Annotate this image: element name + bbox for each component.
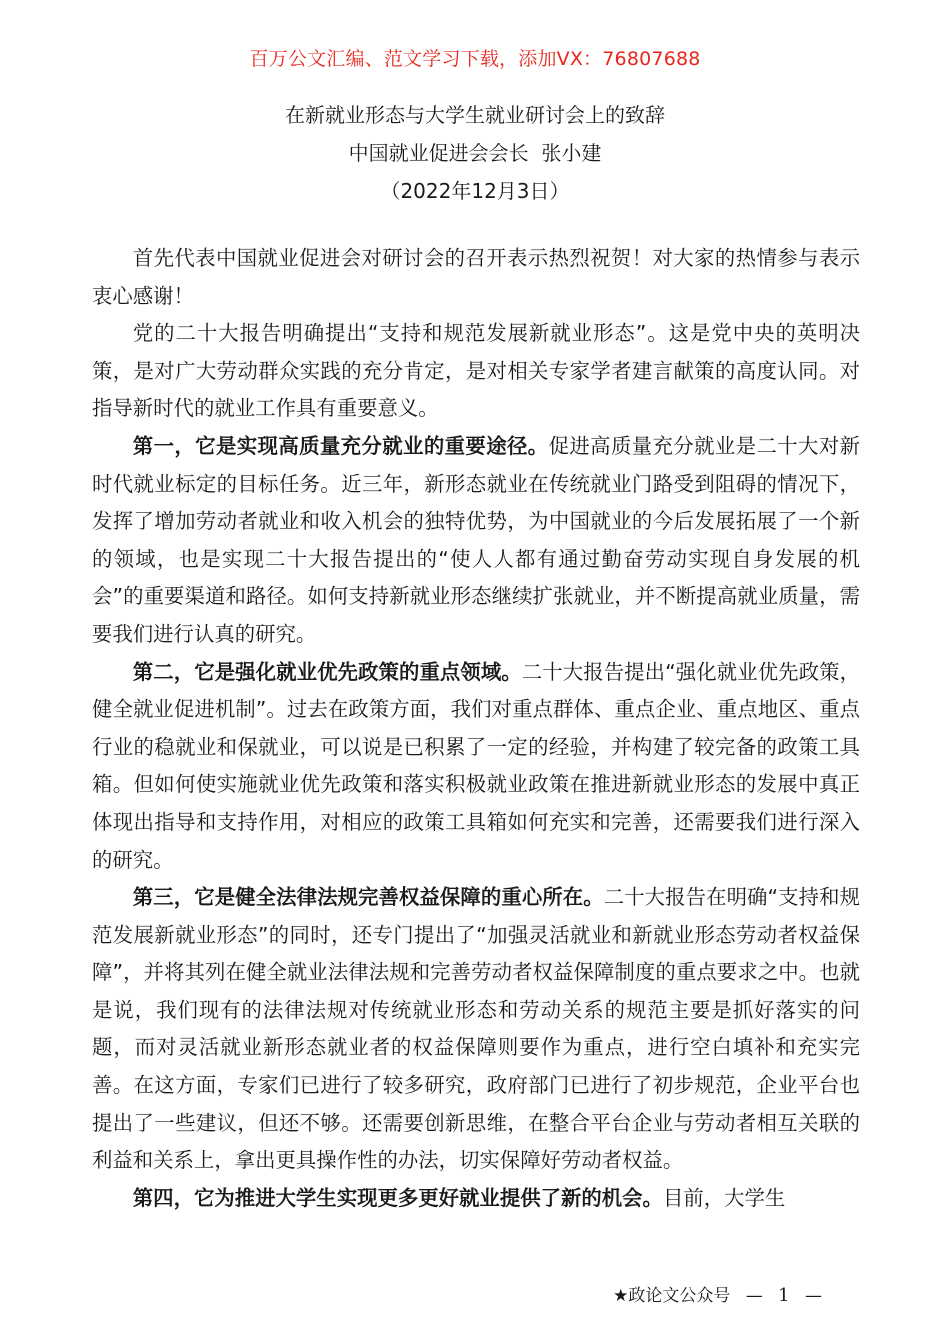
paragraph-opening: 首先代表中国就业促进会对研讨会的召开表示热烈祝贺！对大家的热情参与表示衷心感谢！ xyxy=(92,246,860,308)
date-line: （2022年12月3日） xyxy=(380,179,570,203)
paragraph-fourth-body: 目前，大学生 xyxy=(662,1185,786,1210)
paragraph-second-body: 二十大报告提出“强化就业优先政策，健全就业促进机制”。过去在政策方面，我们对重点群体、重点企业、重点地区、重点行业的稳就业和保就业，可以说是已积累了一定的经验，并构建了较完备的政策工具箱。但如何使实施就业优先政策和落实积极就业政策在推进新就业形态的发展中真正体现出指导和支持作用，对相应的政策工具箱如何充实和完善，还需要我们进行深入的研究。 xyxy=(92,659,860,872)
paragraph-third xyxy=(92,879,860,1180)
footer-dash-left: — xyxy=(745,1286,763,1306)
paragraph-second-lead: 第二，它是强化就业优先政策的重点领域。 xyxy=(132,659,522,684)
page-number: 1 xyxy=(778,1285,790,1306)
paragraph-fourth-lead: 第四，它为推进大学生实现更多更好就业提供了新的机会。 xyxy=(132,1185,663,1210)
page-footer xyxy=(613,1281,832,1311)
paragraph-fourth xyxy=(92,1180,860,1218)
footer-dash-right: — xyxy=(805,1286,822,1306)
header-banner: 百万公文汇编、范文学习下载，添加VX：76807688 xyxy=(249,48,701,70)
title-block xyxy=(0,96,950,210)
paragraph-first-body: 促进高质量充分就业是二十大对新时代就业标定的目标任务。近三年，新形态就业在传统就业门路受到阻碍的情况下，发挥了增加劳动者就业和收入机会的独特优势，为中国就业的今后发展拓展了一个新的领域，也是实现二十大报告提出的“使人人都有通过勤奋劳动实现自身发展的机会”的重要渠道和路径。如何支持新就业形态继续扩张就业，并不断提高就业质量，需要我们进行认真的研究。 xyxy=(92,433,861,646)
footer-source: ★政论文公众号 xyxy=(613,1286,731,1306)
speaker-line: 中国就业促进会会长 张小建 xyxy=(348,141,602,165)
paragraph-first-lead: 第一，它是实现高质量充分就业的重要途径。 xyxy=(132,433,549,458)
paragraph-third-lead: 第三，它是健全法律法规完善权益保障的重心所在。 xyxy=(132,885,604,910)
paragraph-third-body: 二十大报告在明确“支持和规范发展新就业形态”的同时，还专门提出了“加强灵活就业和新就业形态劳动者权益保障”，并将其列在健全就业法律法规和完善劳动者权益保障制度的重点要求之中。也就是说，我们现有的法律法规对传统就业形态和劳动关系的规范主要是抓好落实的问题，而对灵活就业新形态就业者的权益保障则要作为重点，进行空白填补和充实完善。在这方面，专家们已进行了较多研究，政府部门已进行了初步规范，企业平台也提出了一些建议，但还不够。还需要创新思维，在整合平台企业与劳动者相互关联的利益和关系上，拿出更具操作性的办法，切实保障好劳动者权益。 xyxy=(92,885,861,1173)
document-title: 在新就业形态与大学生就业研讨会上的致辞 xyxy=(285,103,665,127)
paragraph-first xyxy=(92,428,860,654)
paragraph-report: 党的二十大报告明确提出“支持和规范发展新就业形态”。这是党中央的英明决策，是对广大劳动群众实践的充分肯定，是对相关专家学者建言献策的高度认同。对指导新时代的就业工作具有重要意义。 xyxy=(92,321,860,421)
body-text xyxy=(92,240,860,1217)
paragraph-second xyxy=(92,654,860,880)
